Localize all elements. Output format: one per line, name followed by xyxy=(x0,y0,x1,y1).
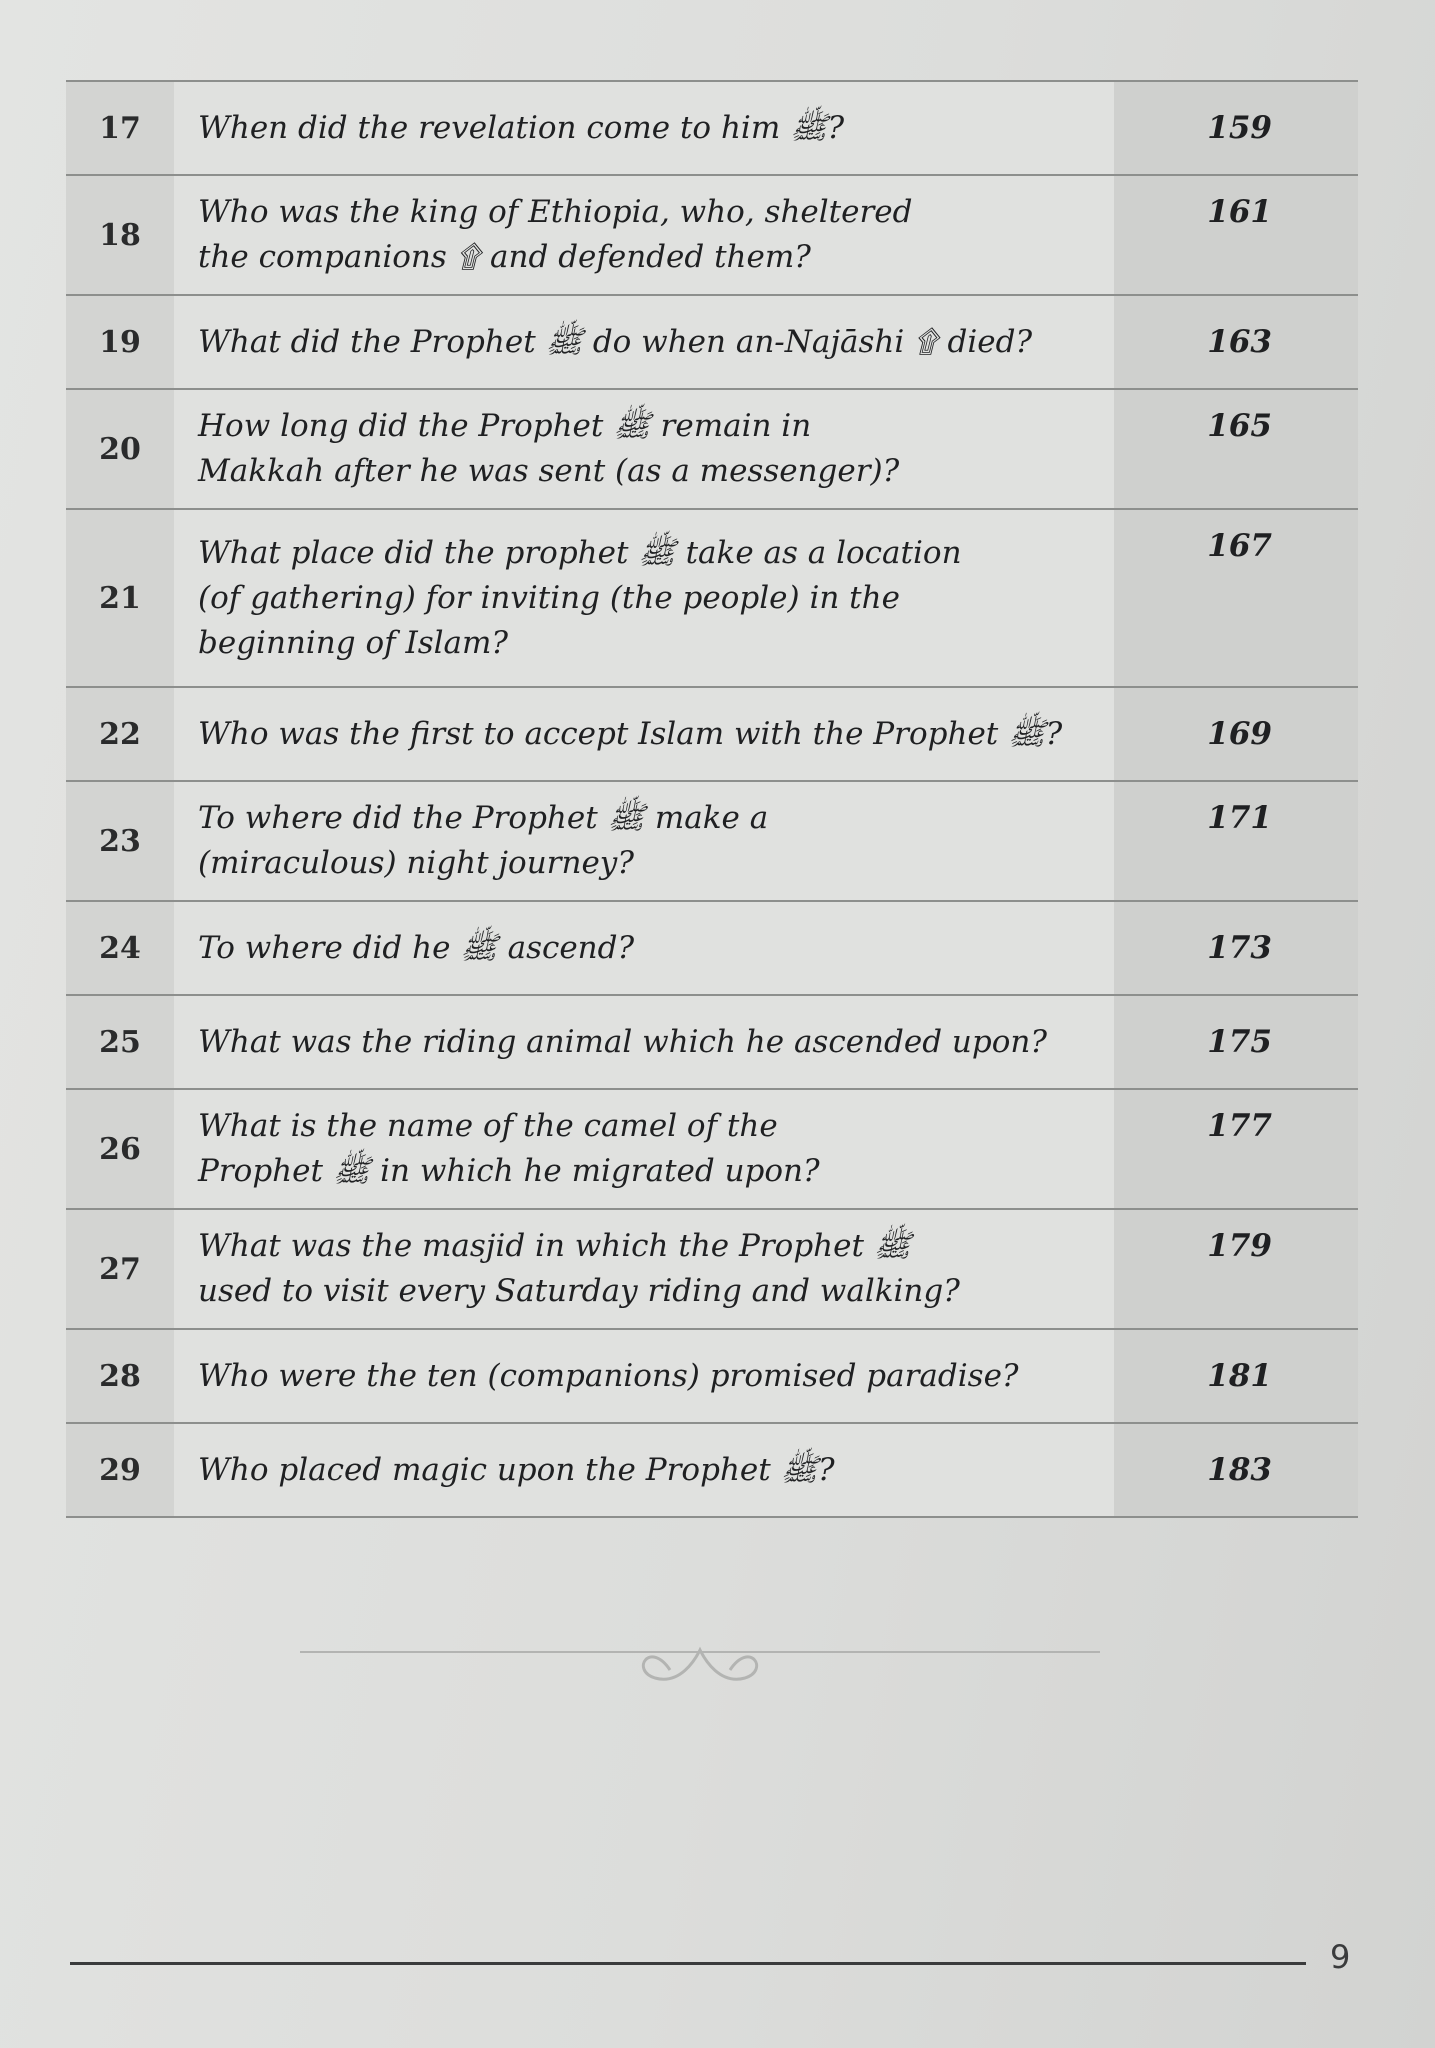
entry-question xyxy=(174,531,1142,666)
entry-page-number: 177 xyxy=(1207,1108,1272,1144)
toc-row xyxy=(66,176,1358,296)
ornament-divider-icon xyxy=(300,1630,1100,1690)
entry-page-number: 159 xyxy=(1207,110,1272,146)
toc-row xyxy=(66,688,1358,782)
entry-page-number: 171 xyxy=(1207,800,1272,836)
entry-question xyxy=(174,1354,1142,1399)
page-number: 9 xyxy=(1330,1938,1351,1976)
entry-question xyxy=(174,190,1142,280)
entry-question xyxy=(174,1224,1142,1314)
question-line: What was the riding animal which he ascended upon? xyxy=(198,1023,1047,1060)
entry-number: 17 xyxy=(99,110,141,146)
toc-row xyxy=(66,296,1358,390)
entry-question xyxy=(174,320,1142,365)
question-line: Who was the first to accept Islam with the Prophet ﷺ? xyxy=(198,715,1063,752)
question-line: beginning of Islam? xyxy=(198,624,509,661)
question-line: Who were the ten (companions) promised paradise? xyxy=(198,1357,1019,1394)
entry-page-number: 175 xyxy=(1207,1024,1272,1060)
entry-page-number: 167 xyxy=(1207,528,1272,564)
table-of-contents xyxy=(66,80,1358,1518)
toc-row xyxy=(66,1424,1358,1518)
entry-page-number: 165 xyxy=(1207,408,1272,444)
entry-number: 19 xyxy=(99,324,141,360)
entry-number: 21 xyxy=(99,580,141,616)
entry-page-number: 181 xyxy=(1207,1358,1272,1394)
question-line: used to visit every Saturday riding and walking? xyxy=(198,1273,960,1309)
entry-question xyxy=(174,926,1142,971)
entry-question xyxy=(174,796,1142,886)
question-line: (miraculous) night journey? xyxy=(198,845,634,881)
entry-page-number: 161 xyxy=(1207,194,1272,230)
entry-page-number: 173 xyxy=(1207,930,1272,966)
entry-number: 27 xyxy=(99,1251,141,1287)
entry-number: 24 xyxy=(99,930,141,966)
question-line: How long did the Prophet ﷺ remain in xyxy=(198,408,812,444)
question-line: Prophet ﷺ in which he migrated upon? xyxy=(198,1153,820,1189)
entry-page-number: 179 xyxy=(1207,1228,1272,1264)
toc-row xyxy=(66,902,1358,996)
entry-page-number: 163 xyxy=(1207,324,1272,360)
question-line: Who placed magic upon the Prophet ﷺ? xyxy=(198,1451,835,1488)
question-line: What was the masjid in which the Prophet ﷺ xyxy=(198,1228,912,1264)
question-line: To where did he ﷺ ascend? xyxy=(198,929,635,966)
toc-row xyxy=(66,1210,1358,1330)
toc-row xyxy=(66,1330,1358,1424)
toc-row xyxy=(66,510,1358,688)
toc-row xyxy=(66,82,1358,176)
question-line: What is the name of the camel of the xyxy=(198,1108,778,1144)
entry-question xyxy=(174,404,1142,494)
entry-question xyxy=(174,712,1142,757)
entry-number: 20 xyxy=(99,431,141,467)
question-line: Makkah after he was sent (as a messenger)? xyxy=(198,453,900,489)
toc-row xyxy=(66,390,1358,510)
question-line: To where did the Prophet ﷺ make a xyxy=(198,800,769,836)
toc-row xyxy=(66,996,1358,1090)
entry-number: 22 xyxy=(99,716,141,752)
question-line: What place did the prophet ﷺ take as a location xyxy=(198,534,962,571)
entry-question xyxy=(174,1020,1142,1065)
entry-number: 25 xyxy=(99,1024,141,1060)
question-line: What did the Prophet ﷺ do when an-Najāshi ۩ died? xyxy=(198,323,1033,360)
entry-number: 28 xyxy=(99,1358,141,1394)
entry-number: 18 xyxy=(99,217,141,253)
entry-page-number: 169 xyxy=(1207,716,1272,752)
entry-number: 26 xyxy=(99,1131,141,1167)
entry-question xyxy=(174,106,1142,151)
entry-number: 29 xyxy=(99,1452,141,1488)
question-line: When did the revelation come to him ﷺ? xyxy=(198,109,845,146)
entry-page-number: 183 xyxy=(1207,1452,1272,1488)
question-line: (of gathering) for inviting (the people) in the xyxy=(198,579,900,616)
entry-number: 23 xyxy=(99,823,141,859)
question-line: Who was the king of Ethiopia, who, sheltered xyxy=(198,194,913,230)
toc-row xyxy=(66,782,1358,902)
entry-question xyxy=(174,1448,1142,1493)
question-line: the companions ۩ and defended them? xyxy=(198,239,811,275)
toc-row xyxy=(66,1090,1358,1210)
entry-question xyxy=(174,1104,1142,1194)
footer-rule xyxy=(70,1962,1306,1965)
